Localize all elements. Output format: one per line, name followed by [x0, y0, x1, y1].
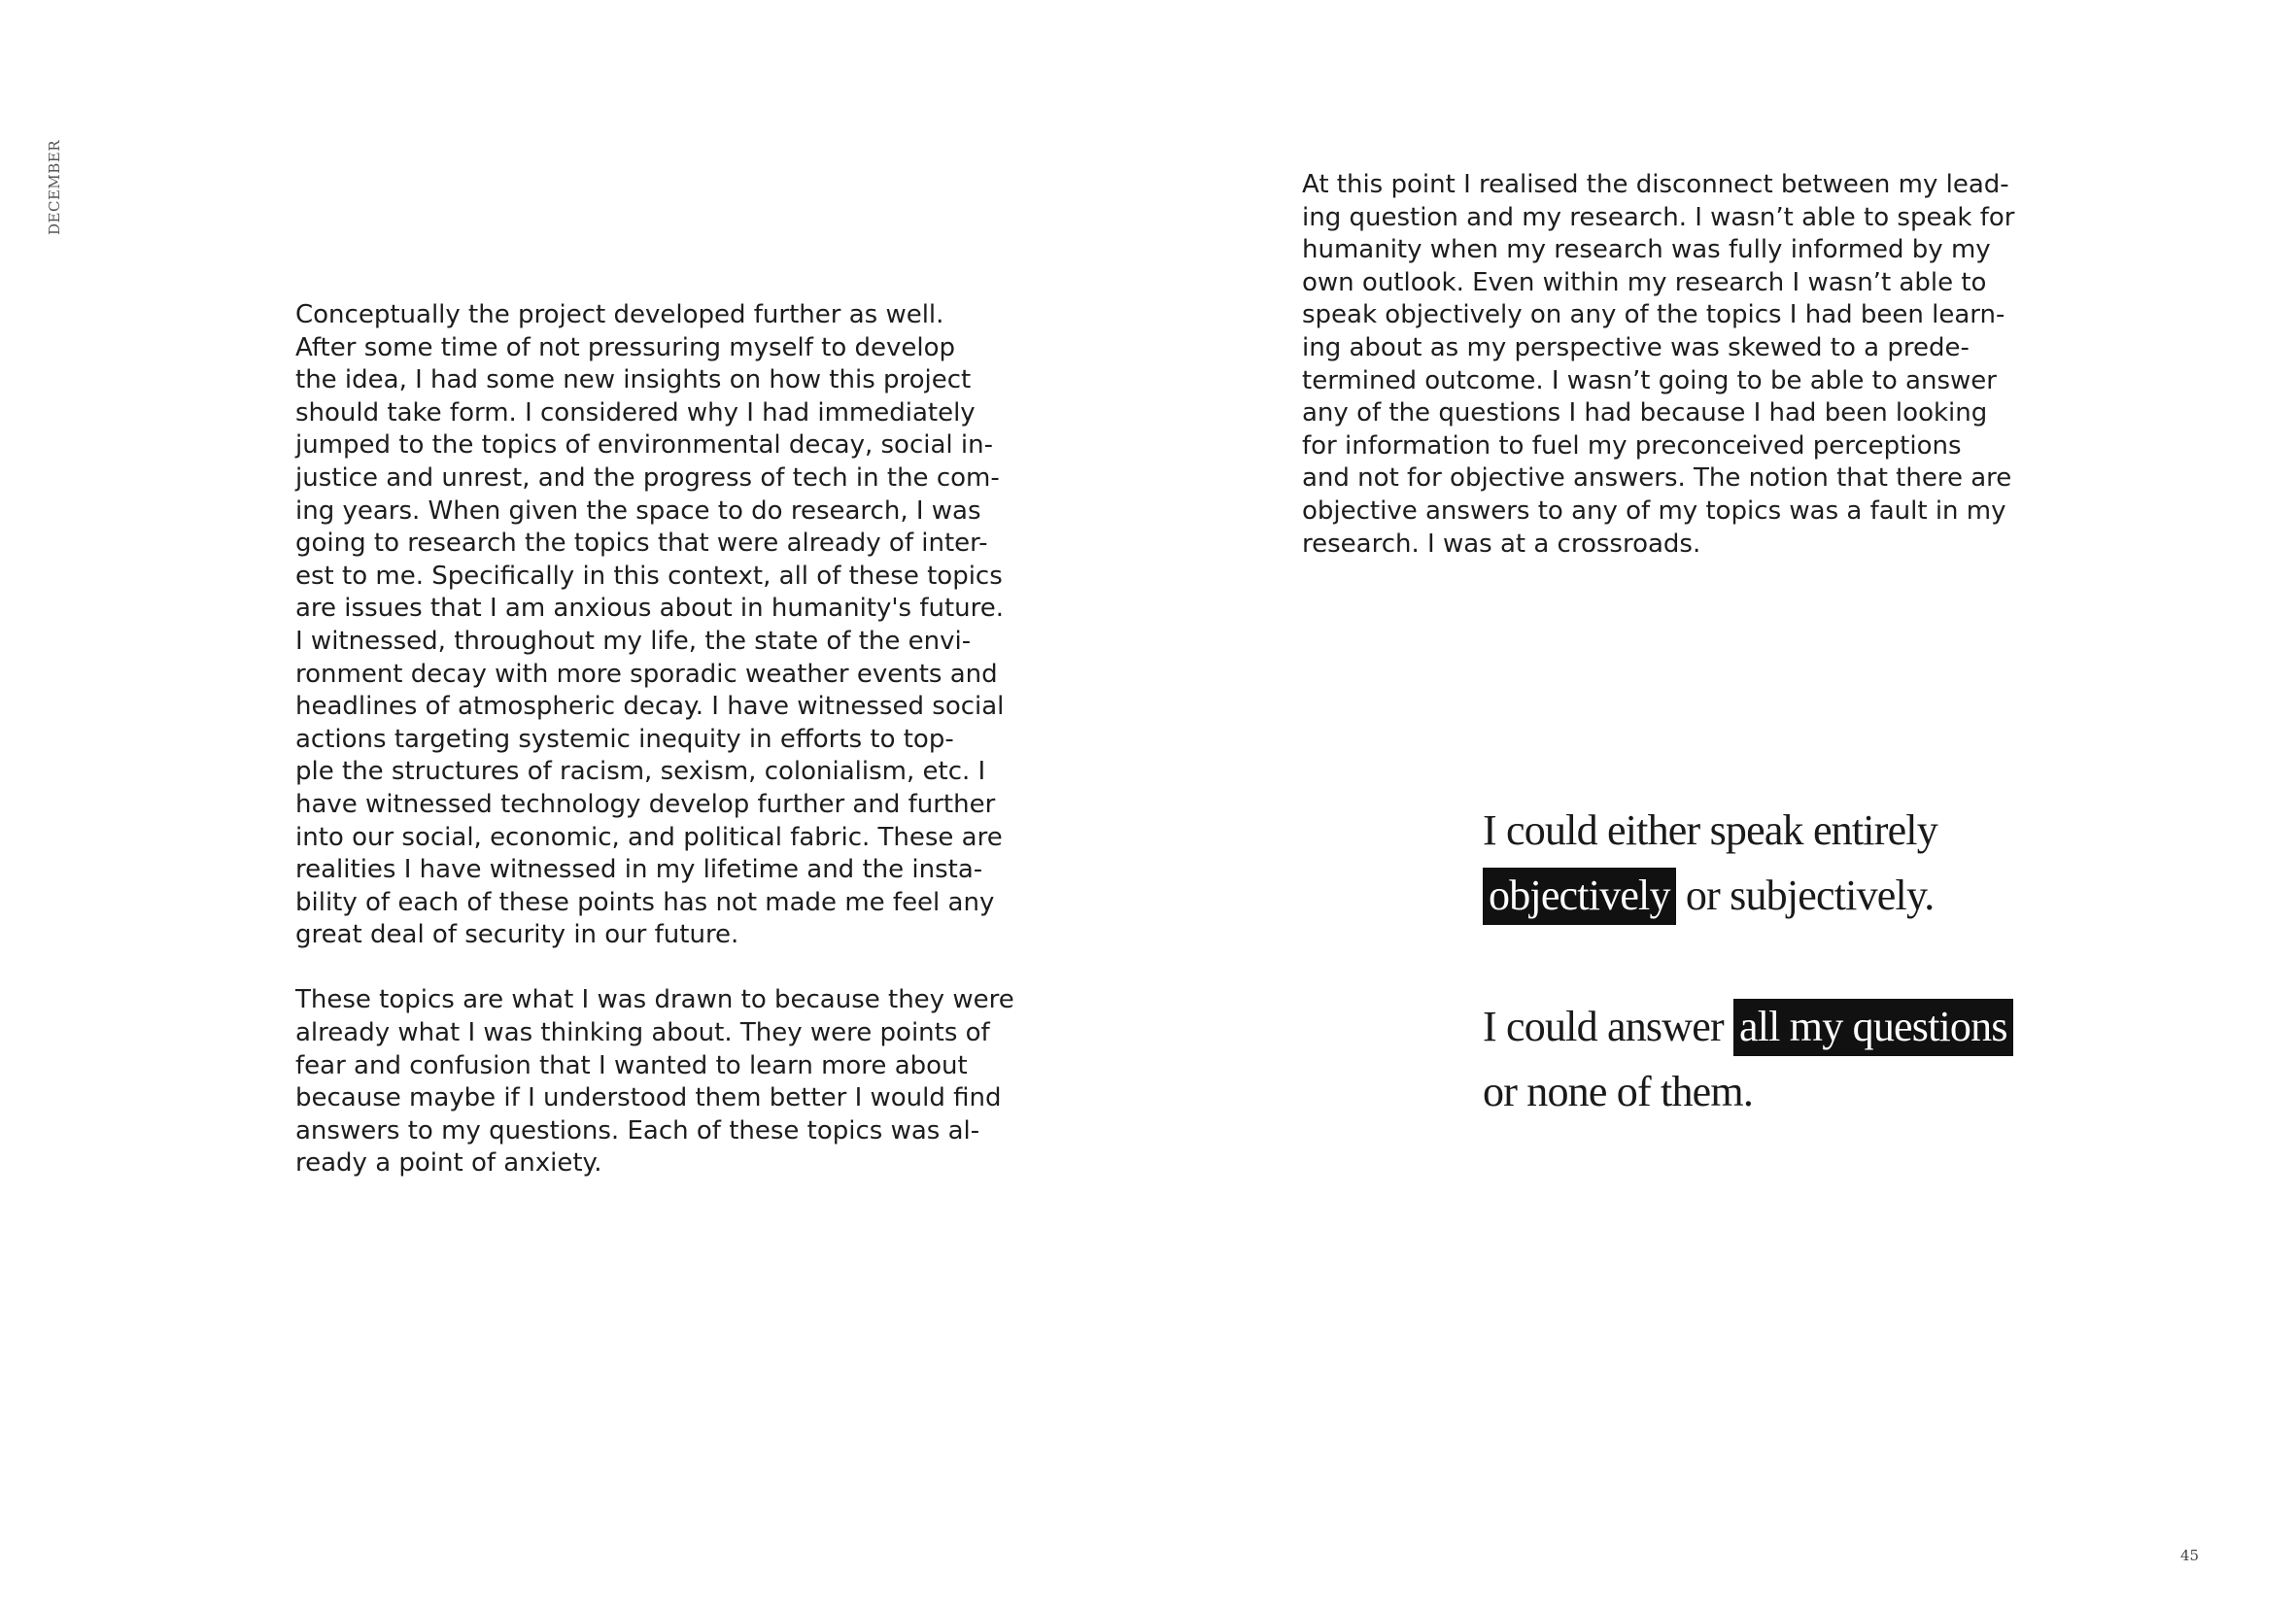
highlighted-phrase: all my questions — [1733, 999, 2013, 1056]
text-line: These topics are what I was drawn to because they were — [295, 985, 1014, 1015]
text-line: for information to fuel my preconceived perceptions — [1302, 430, 1962, 461]
pull-quote — [1483, 798, 2027, 928]
text-line: any of the questions I had because I had been looking — [1302, 398, 1988, 428]
paragraph-gap — [295, 952, 1034, 985]
paragraph — [1302, 169, 2040, 561]
page-number: 45 — [2180, 1547, 2200, 1564]
text-line: have witnessed technology develop further and further — [295, 789, 996, 819]
text-line: ready a point of anxiety. — [295, 1148, 602, 1179]
text-line: great deal of security in our future. — [295, 920, 739, 950]
text-line: realities I have witnessed in my lifetime and the insta- — [295, 855, 983, 885]
quote-line: or none of them. — [1483, 1068, 1754, 1115]
text-line: research. I was at a crossroads. — [1302, 529, 1701, 559]
quote-text: I could answer — [1483, 1003, 1734, 1050]
text-line: I witnessed, throughout my life, the state of the envi- — [295, 626, 972, 656]
text-line: est to me. Specifically in this context, all of these topics — [295, 561, 1003, 591]
section-label: DECEMBER — [46, 139, 63, 235]
highlighted-phrase: objectively — [1483, 868, 1676, 925]
text-line: humanity when my research was fully informed by my — [1302, 235, 1991, 265]
quote-line — [1483, 994, 2027, 1059]
text-line: termined outcome. I wasn’t going to be able to answer — [1302, 365, 1997, 395]
text-line: already what I was thinking about. They were points of — [295, 1018, 990, 1048]
text-line: and not for objective answers. The notion that there are — [1302, 463, 2012, 494]
text-line: headlines of atmospheric decay. I have witnessed social — [295, 692, 1005, 722]
paragraph — [295, 299, 1034, 952]
pull-quote — [1483, 994, 2027, 1124]
text-line: own outlook. Even within my research I wasn’t able to — [1302, 267, 1987, 297]
text-line: are issues that I am anxious about in humanity's future. — [295, 594, 1005, 624]
text-line: Conceptually the project developed further as well. — [295, 300, 944, 329]
quote-line — [1483, 863, 2027, 928]
text-line: fear and confusion that I wanted to learn more about — [295, 1050, 968, 1080]
text-line: ronment decay with more sporadic weather events and — [295, 659, 998, 689]
text-line: should take form. I considered why I had immediately — [295, 397, 976, 427]
right-text-column — [1302, 169, 2040, 561]
text-line: ing years. When given the space to do research, I was — [295, 496, 981, 526]
text-line: the idea, I had some new insights on how this project — [295, 365, 972, 395]
quote-line: I could either speak entirely — [1483, 806, 1937, 854]
text-line: After some time of not pressuring myself to develop — [295, 332, 956, 362]
text-line: At this point I realised the disconnect between my lead- — [1302, 170, 2009, 199]
text-line: because maybe if I understood them better I would find — [295, 1083, 1002, 1113]
text-line: going to research the topics that were already of inter- — [295, 529, 988, 559]
text-line: answers to my questions. Each of these topics was al- — [295, 1115, 980, 1145]
text-line: speak objectively on any of the topics I had been learn- — [1302, 300, 2005, 330]
paragraph — [295, 984, 1034, 1180]
text-line: ing question and my research. I wasn’t able to speak for — [1302, 202, 2015, 232]
left-text-column — [295, 299, 1034, 1180]
text-line: objective answers to any of my topics was a fault in my — [1302, 496, 2006, 526]
text-line: ple the structures of racism, sexism, colonialism, etc. I — [295, 757, 986, 787]
text-line: ing about as my perspective was skewed to a prede- — [1302, 332, 1970, 362]
quote-text: or subjectively. — [1675, 872, 1935, 919]
text-line: into our social, economic, and political fabric. These are — [295, 822, 1003, 852]
text-line: bility of each of these points has not made me feel any — [295, 887, 995, 917]
text-line: jumped to the topics of environmental decay, social in- — [295, 430, 993, 461]
text-line: actions targeting systemic inequity in efforts to top- — [295, 724, 954, 754]
text-line: justice and unrest, and the progress of tech in the com- — [295, 462, 1000, 493]
